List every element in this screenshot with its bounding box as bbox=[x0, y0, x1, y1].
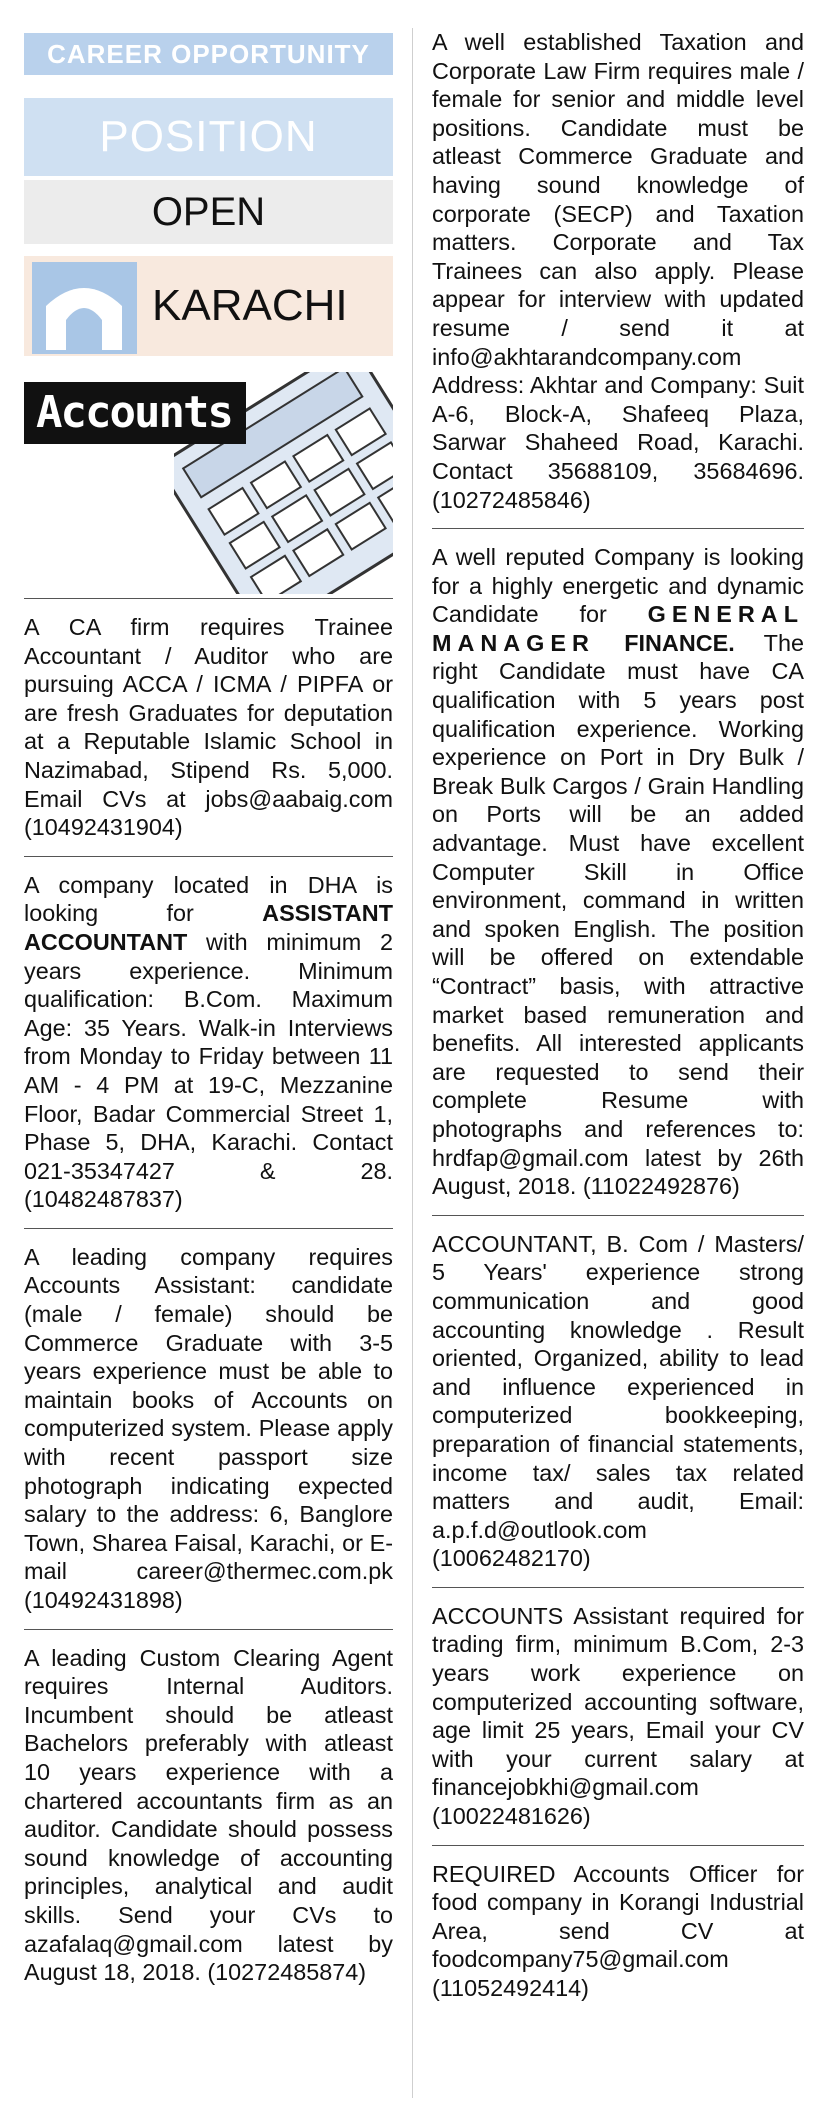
ad-job-title: GENERAL MANAGER bbox=[432, 601, 804, 656]
category-label: Accounts bbox=[24, 382, 246, 444]
job-ad: ACCOUNTS Assistant required for trading firm, minimum B.Com, 2-3 years work experience on computerized accounting software, age limit 25 years, Email your CV with your current salary at financejobkhi@gmail.com (10022481626) bbox=[432, 1602, 804, 1830]
column-divider bbox=[412, 28, 413, 2098]
left-column bbox=[24, 28, 393, 2001]
job-ad: A CA firm requires Trainee Accountant / Auditor who are pursuing ACCA / ICMA / PIPFA or are fresh Graduates for deputation at a Reputable Islamic School in Nazimabad, Stipend Rs. 5,000. Email CVs at jobs@aabaig.com (10492431904) bbox=[24, 614, 393, 841]
ad-job-title: FINANCE. bbox=[594, 629, 735, 656]
job-ad bbox=[24, 857, 393, 1228]
job-ad: A leading company requires Accounts Assistant: candidate (male / female) should be Commerce Graduate with 3-5 years experience must be able to maintain books of Accounts on computerized system. Please apply with recent passport size photograph indicating expected salary to the address: 6, Banglore Town, Sharea Faisal, Karachi, or E-mail career@thermec.com.pk (10492431898) bbox=[24, 1243, 393, 1613]
city-row bbox=[24, 256, 393, 356]
right-column bbox=[432, 28, 804, 2017]
job-ad: A well established Taxation and Corporate Law Firm requires male / female for senior and middle level positions. Candidate must be atleast Commerce Graduate and having sound knowledge of corporate (SECP) and Taxation matters. Corporate and Tax Trainees can also apply. Please appear for interview with updated resume / send it at info@akhtarandcompany.com Address: Akhtar and Company: Suit A-6, Block-A, Shafeeq Plaza, Sarwar Shaheed Road, Karachi. Contact 35688109, 35684696. (10272485846) bbox=[432, 29, 804, 513]
position-heading: POSITION bbox=[24, 98, 393, 176]
ad-text: A company located in DHA is looking for bbox=[24, 871, 393, 927]
city-name: KARACHI bbox=[152, 281, 348, 330]
mazar-quaid-icon bbox=[32, 262, 137, 354]
ad-text: with minimum 2 years experience. Minimum qualification: B.Com. Maximum Age: 35 Years. Walk-in Interviews from Monday to Friday between 11 AM - 4 PM at 19-C, Mezzanine Floor, Badar Commercial Street 1, Phase 5, DHA, Karachi. Contact 021-35347427 & 28. (10482487837) bbox=[24, 928, 393, 1213]
job-ad: A leading Custom Clearing Agent requires Internal Auditors. Incumbent should be atleast Bachelors preferably with atleast 10 years experience with a chartered accountants firm as an auditor. Candidate should possess sound knowledge of accounting principles, analytical and audit skills. Send your CVs to azafalaq@gmail.com latest by August 18, 2018. (10272485874) bbox=[24, 1644, 393, 1986]
header-banner bbox=[24, 28, 393, 598]
job-ad: REQUIRED Accounts Officer for food company in Korangi Industrial Area, send CV at foodcompany75@gmail.com (11052492414) bbox=[432, 1860, 804, 2001]
job-ad bbox=[432, 529, 804, 1215]
accounts-graphic bbox=[24, 362, 393, 594]
career-opportunity-heading: CAREER OPPORTUNITY bbox=[24, 33, 393, 75]
ad-text: A well reputed Company is looking for a highly energetic and dynamic Candidate for bbox=[432, 544, 804, 628]
job-ad: ACCOUNTANT, B. Com / Masters/ 5 Years' experience strong communication and good accounting knowledge . Result oriented, Organized, ability to lead and influence experienced in computerized bookkeeping, preparation of financial statements, income tax/ sales tax related matters and audit, Email: a.p.f.d@outlook.com (10062482170) bbox=[432, 1230, 804, 1572]
open-heading: OPEN bbox=[24, 180, 393, 244]
ad-text: The right Candidate must have CA qualification with 5 years post qualification experience. Working experience on Port in Dry Bulk / Break Bulk Cargos / Grain Handling on Ports will be an added advantage. Must have excellent Computer Skill in Office environment, command in written and spoken English. The position will be offered on extendable “Contract” basis, with attractive market based remuneration and benefits. All interested applicants are requested to send their complete Resume with photographs and references to: hrdfap@gmail.com latest by 26th August, 2018. (11022492876) bbox=[432, 629, 804, 1200]
ad-job-title: ASSISTANT ACCOUNTANT bbox=[24, 900, 393, 955]
